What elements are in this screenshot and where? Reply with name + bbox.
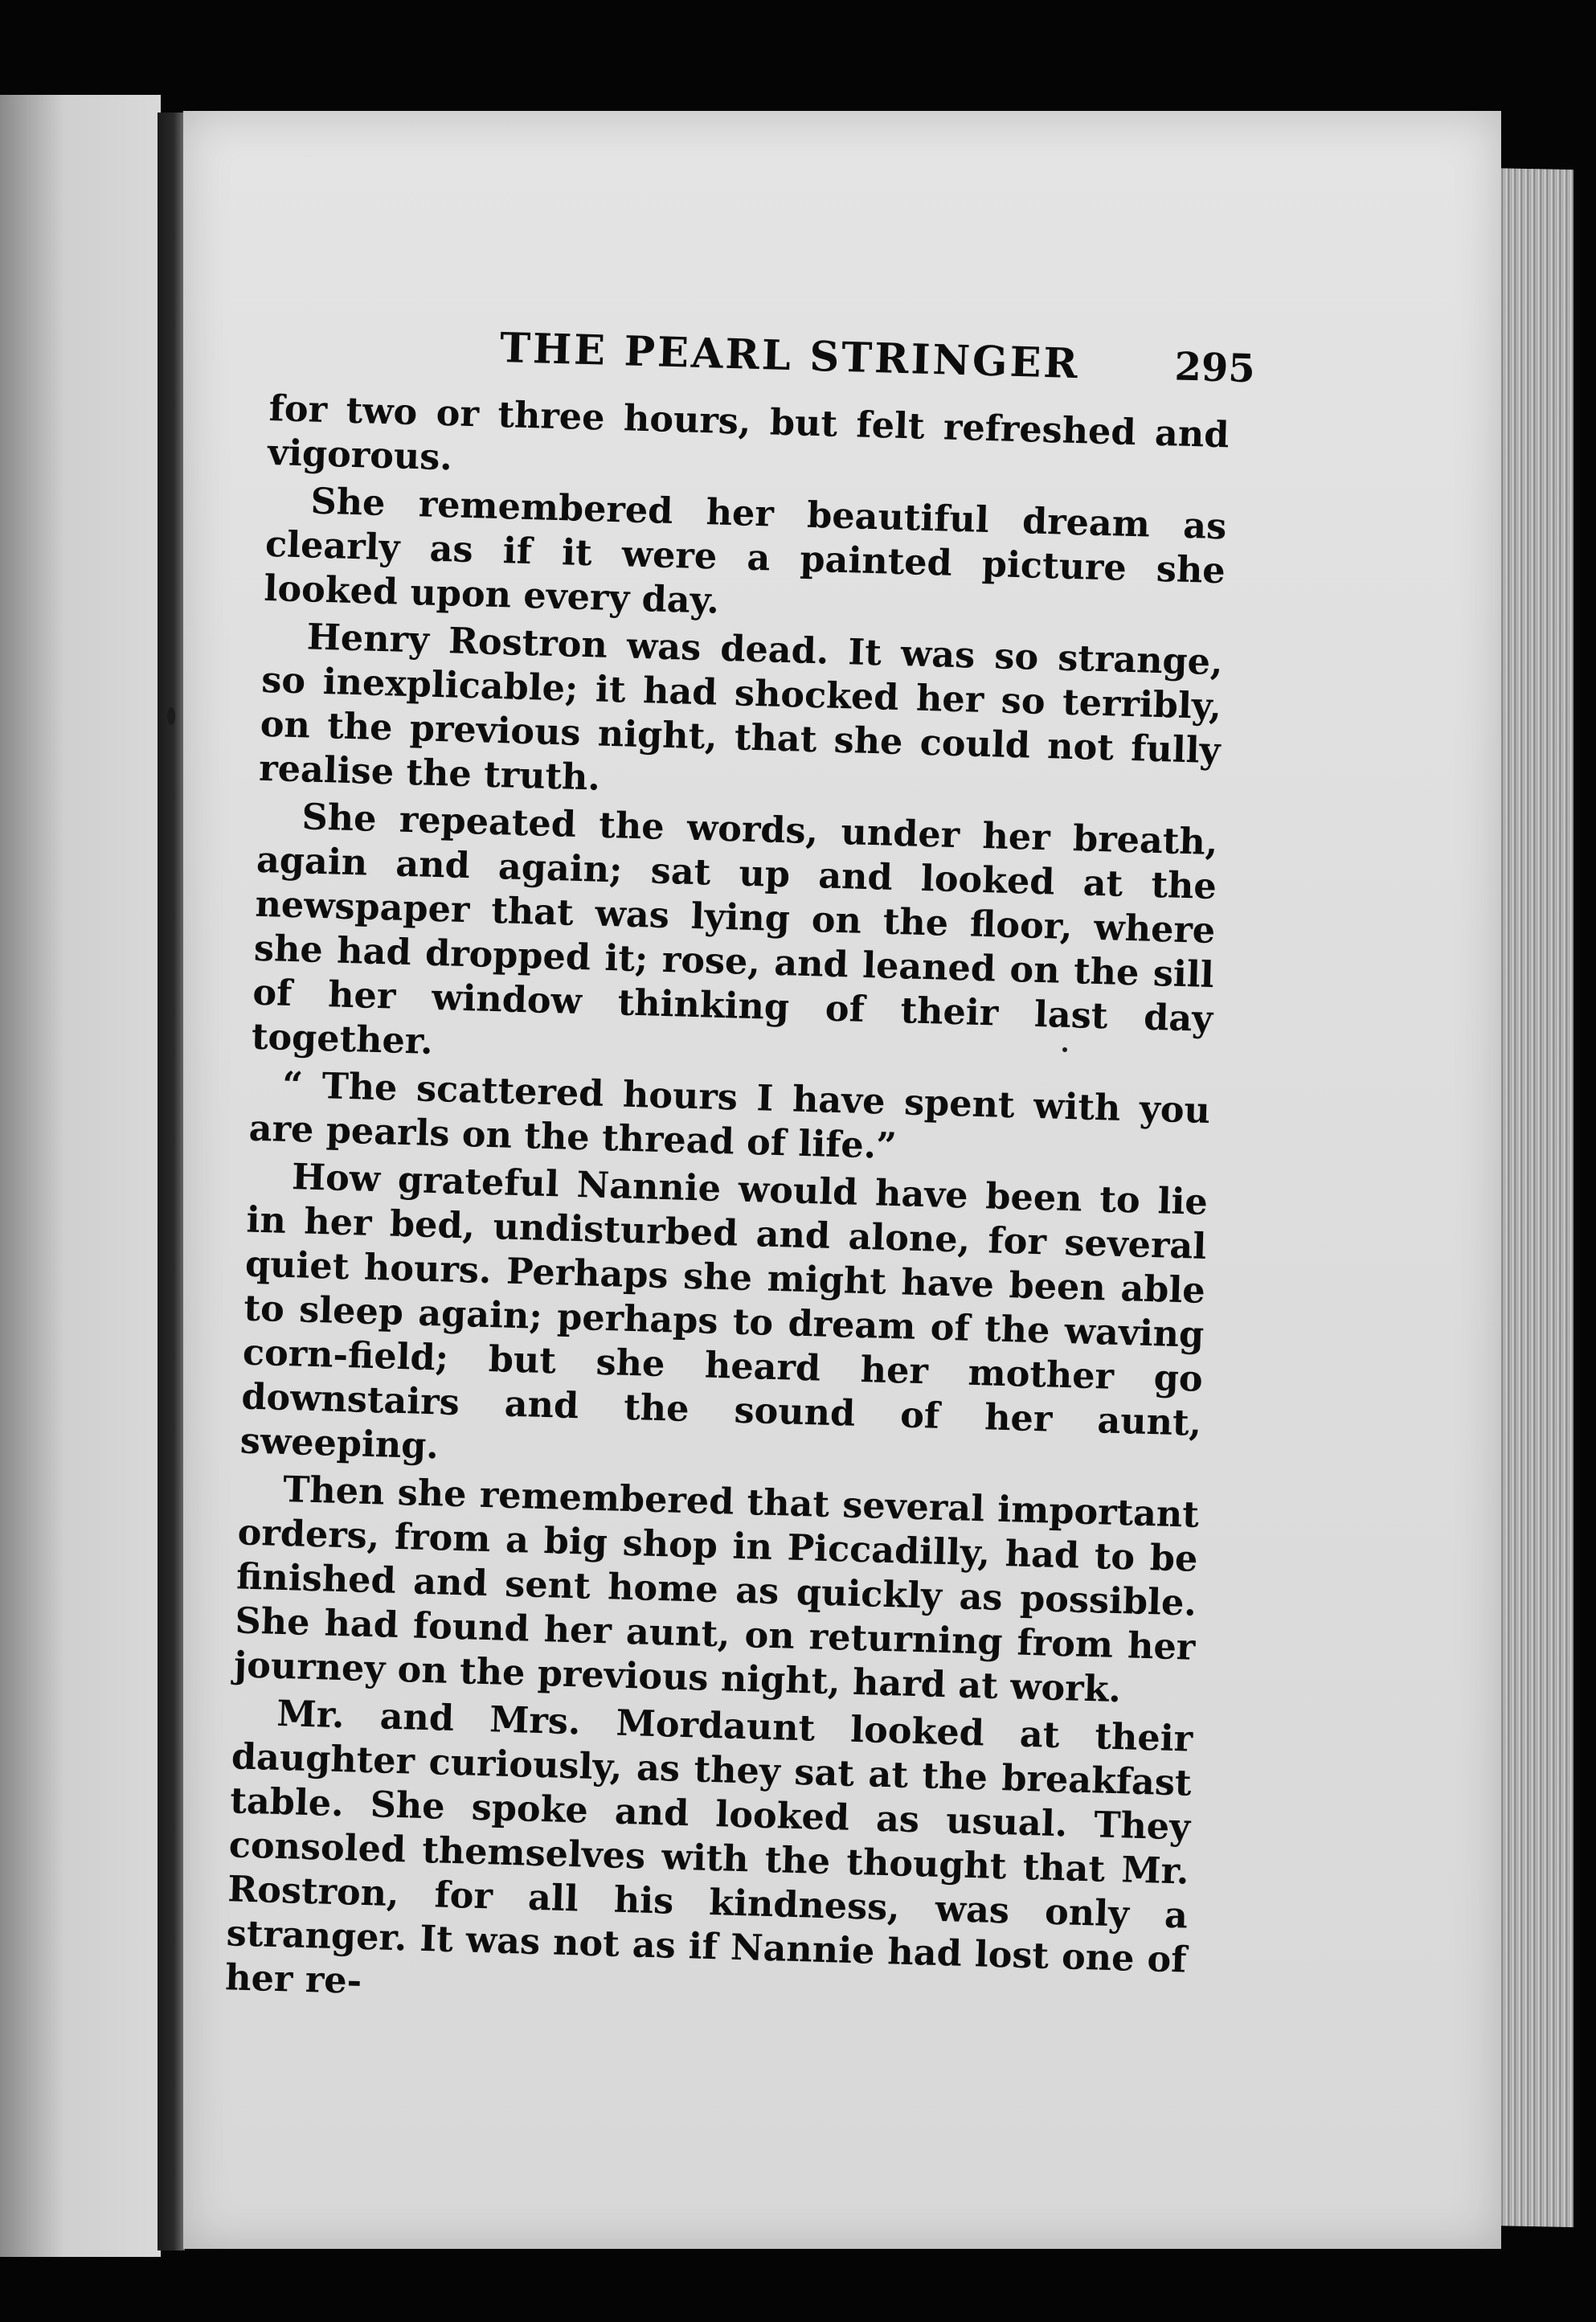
paragraph: “ The scattered hours I have spent with you are pearls on the thread of life.” [248, 1063, 1211, 1168]
paragraph: Henry Rostron was dead. It was so strange, so inexplicable; it had shocked her so terribly, on the previous night, that she could not fully realise the truth. [258, 616, 1224, 799]
book-gutter [158, 113, 185, 2250]
paragraph: Then she remembered that several important orders, from a big shop in Piccadilly, had to be finished and sent home as quickly as possible. She had found her aunt, on returning from her journey on the previous night, hard at work. [233, 1468, 1200, 1711]
scan-speck [1062, 1047, 1067, 1052]
facing-page-edge [0, 95, 161, 2257]
page-number: 295 [1173, 344, 1256, 392]
paragraph: She remembered her beautiful dream as clearly as if it were a painted picture she looked upon every day. [263, 480, 1227, 622]
paragraph: Mr. and Mrs. Mordaunt looked at their daughter curiously, as they sat at the breakfast table. She spoke and looked as usual. They consoled themselves with the thought that Mr. Rostron, for all his kindness, was only a stranger. It was not as if Nannie had lost one of her re- [224, 1692, 1193, 2002]
running-title: THE PEARL STRINGER [499, 323, 1081, 389]
paragraph: She repeated the words, under her breath, again and again; sat up and looked at the newspaper that was lying on the floor, where she had dropped it; rose, and leaned on the sill of her window thinking of their last day together. [251, 796, 1218, 1063]
page-text-block [224, 317, 1256, 2030]
scan-speck [167, 707, 175, 725]
paragraph: How grateful Nannie would have been to lie in her bed, undisturbed and alone, for several quiet hours. Perhaps she might have been able to sleep again; perhaps to dream of the waving corn-field; but she heard her mother go downstairs and the sound of her aunt, sweeping. [239, 1156, 1209, 1468]
paragraph: for two or three hours, but felt refreshed and vigorous. [267, 387, 1230, 479]
